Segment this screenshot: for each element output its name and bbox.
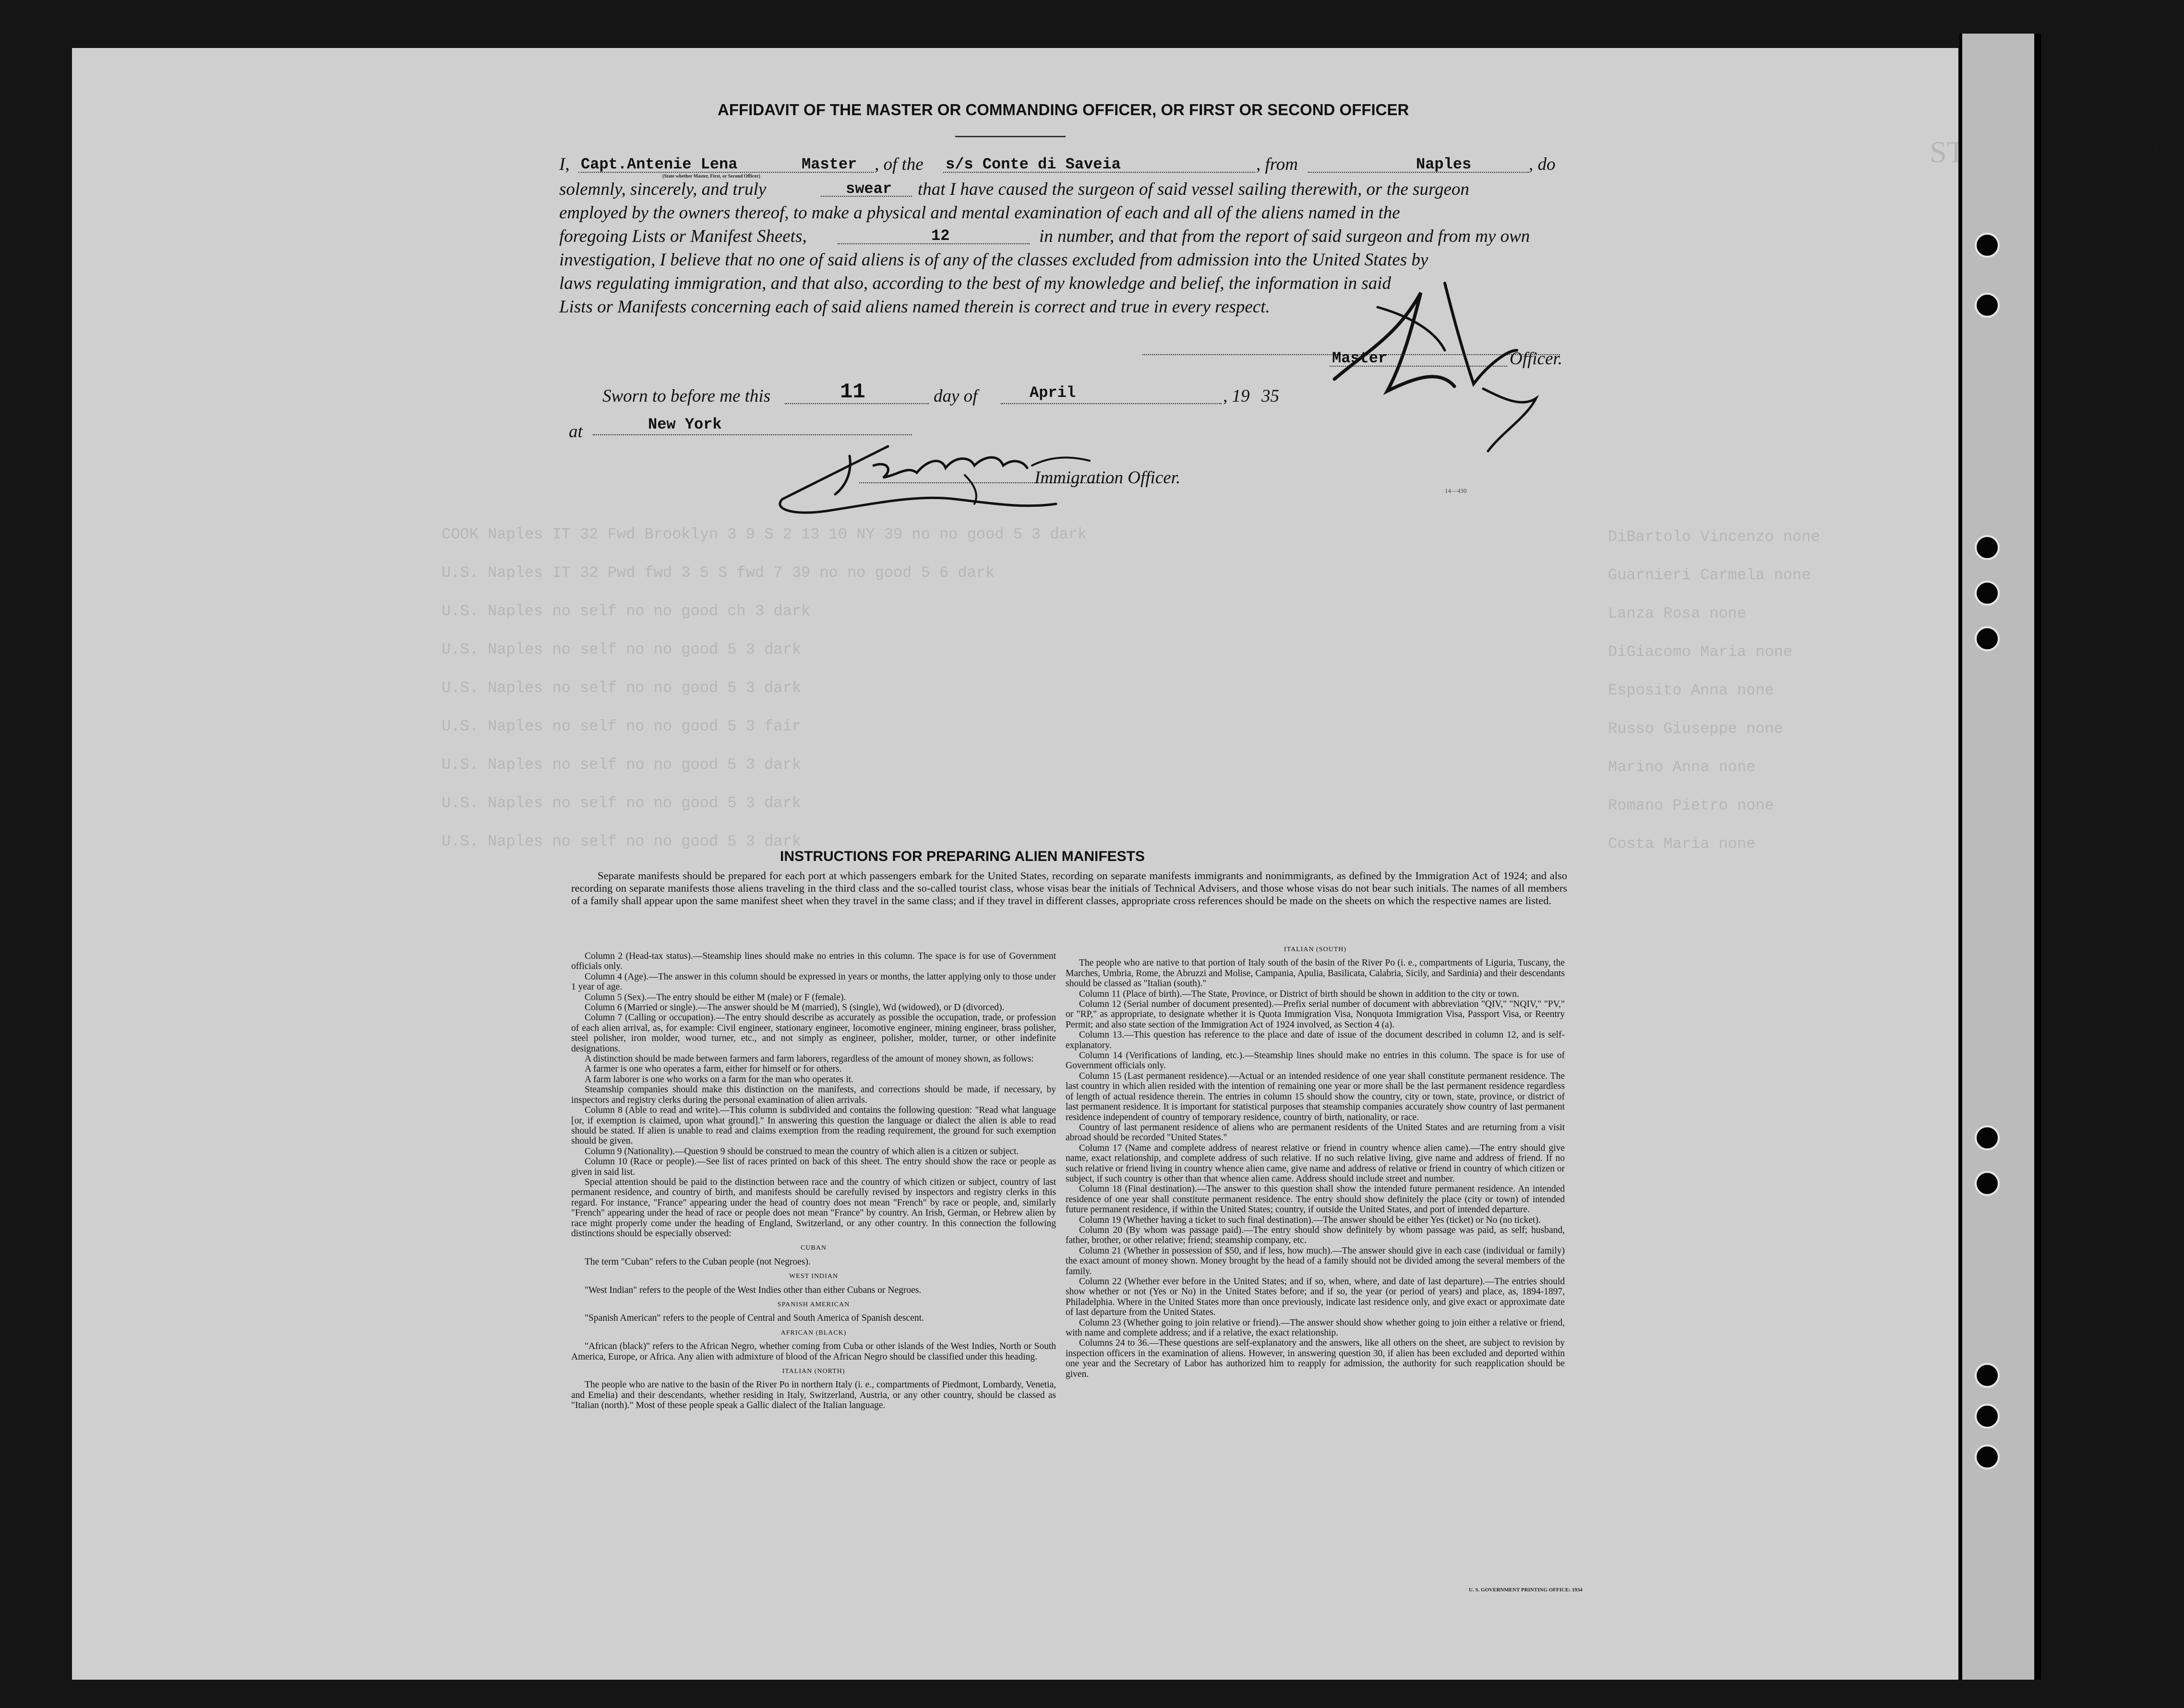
instructions-left-column — [571, 951, 1056, 1411]
printer-imprint: U. S. GOVERNMENT PRINTING OFFICE: 1934 — [1469, 1587, 1583, 1593]
instruction-paragraph: Column 2 (Head-tax status).—Steamship lines should make no entries in this column. The space is for use of Government officials only. — [571, 951, 1056, 972]
sheet-count: 12 — [931, 227, 950, 245]
affidavit-i-label: I, — [559, 155, 570, 174]
instruction-paragraph: Column 7 (Calling or occupation).—The entry should describe as accurately as possible the occupation, trade, or profession of each alien arrival, as, for example: Civil engineer, stationary engineer, locomotive engineer, mining engineer, brass polisher, steel polisher, iron molder, wood turner, etc., and not simply as engineer, polisher, molder, turner, or other indefinite designations. — [571, 1013, 1056, 1054]
sworn-place: New York — [648, 416, 722, 433]
sworn-label: Sworn to before me this — [602, 386, 771, 406]
from-text: , from — [1256, 155, 1298, 174]
heading-spanish-american: SPANISH AMERICAN — [777, 1301, 850, 1308]
affidavit-line-5: investigation, I believe that no one of said aliens is of any of the classes excluded from admission into the United States by — [559, 250, 1428, 270]
instruction-paragraph: Column 10 (Race or people).—See list of races printed on back of this sheet. The entry should show the race or people as given in said list. — [571, 1157, 1056, 1177]
punch-hole — [1975, 626, 2000, 651]
day-of-text: day of — [934, 386, 978, 406]
instruction-paragraph: Column 19 (Whether having a ticket to such final destination).—The answer should be either Yes (ticket) or No (no ticket). — [1079, 1215, 1541, 1225]
sworn-day-line — [785, 403, 929, 404]
departure-port: Naples — [1416, 155, 1472, 173]
sworn-year: 35 — [1261, 386, 1279, 406]
instruction-paragraph: Column 20 (By whom was passage paid).—The entry should show definitely by whom passage was paid, as self; husband, father, brother, or other relative; friend; steamship company, etc. — [1066, 1225, 1565, 1246]
definition-cuban: The term "Cuban" refers to the Cuban people (not Negroes). — [585, 1256, 811, 1267]
do-text: , do — [1529, 155, 1556, 174]
punch-hole — [1975, 1404, 2000, 1429]
officer-name: Capt.Antenie Lena — [581, 155, 738, 173]
form-number: 14—430 — [1445, 487, 1467, 494]
port-line — [1308, 172, 1529, 173]
affidavit-line-3: employed by the owners thereof, to make a physical and mental examination of each and all of the aliens named in the — [559, 203, 1400, 223]
punch-hole — [1975, 1363, 2000, 1388]
instruction-paragraph: Column 18 (Final destination).—The answer to this question shall show the intended future permanent residence. An intended residence of one year shall constitute permanent residence. The entry should show definitely the place (city or town) of intended future permanent residence, if within the United States; country, if outside the United States, and port of intended departure. — [1066, 1184, 1565, 1215]
at-label: at — [569, 422, 583, 442]
of-the-text: , of the — [875, 155, 924, 174]
affidavit-title: AFFIDAVIT OF THE MASTER OR COMMANDING OFFICER, OR FIRST OR SECOND OFFICER — [718, 101, 1409, 119]
instruction-paragraph: Special attention should be paid to the distinction between race and the country of which citizen or subject, country of last permanent residence, and country of birth, and manifests should be carefully revised by inspectors and registry clerks in this regard. For instance, "France" appearing under the head of country does not mean "French" by race or people, and, similarly "French" appearing under the head of race or people does not mean "France" by country. An Irish, German, or Hebrew alien by race might properly come under the heading of England, Switzerland, or any other country. In this connection the following distinctions should be especially observed: — [571, 1177, 1056, 1239]
punch-hole — [1975, 233, 2000, 258]
rank-note: (State whether Master, First, or Second Officer) — [662, 174, 760, 179]
instructions-title: INSTRUCTIONS FOR PREPARING ALIEN MANIFESTS — [780, 848, 1145, 864]
heading-west-indian: WEST INDIAN — [789, 1273, 839, 1280]
vessel-name: s/s Conte di Saveia — [946, 155, 1121, 173]
definition-african: "African (black)" refers to the African Negro, whether coming from Cuba or other islands of the West Indies, North or South America, Europe, or Africa. Any alien with admixture of blood of the African Negro should be classified under this heading. — [571, 1341, 1056, 1362]
instruction-paragraph: Column 9 (Nationality).—Question 9 should be construed to mean the country of which alien is a citizen or subject. — [585, 1146, 1019, 1157]
instruction-paragraph: A distinction should be made between farmers and farm laborers, regardless of the amount of money shown, as follows: — [585, 1054, 1034, 1064]
binding-strip — [1959, 34, 2041, 1680]
sworn-month: April — [1030, 384, 1076, 402]
punch-hole — [1975, 1445, 2000, 1469]
punch-hole — [1975, 1125, 2000, 1150]
signer-rank-line — [1330, 366, 1507, 367]
affidavit-line-4b: in number, and that from the report of said surgeon and from my own — [1039, 227, 1530, 246]
manifest-sheet — [72, 48, 2184, 1680]
vessel-line — [943, 172, 1255, 173]
instruction-paragraph: Column 14 (Verifications of landing, etc.).—Steamship lines should make no entries in this column. The space is for use of Government officials only. — [1066, 1051, 1565, 1071]
instruction-paragraph: The people who are native to that portion of Italy south of the basin of the River Po (i. e., compartments of Liguria, Tuscany, the Marches, Umbria, Rome, the Abruzzi and Molise, Campania, Apulia, Basilicata, Calabria, Sicily, and Sardinia) and their descendants should be classed as "Italian (south)." — [1066, 958, 1565, 989]
definition-west-indian: "West Indian" refers to the people of the West Indies other than either Cubans or Negroes. — [585, 1285, 922, 1295]
reverse-side-bleed-through: STATES IMMIGRA COOK Naples IT 32 Fwd Brooklyn 3 9 S 2 13 10 NY 39 no no good 5 3 dark U.S. Naples IT 32 Pwd fwd 3 5 S fwd 7 39 no no good 5 6 dark U.S. Naples no self no no good ch 3 dark U.S. Naples no self no no good 5 3 dark U.S. Naples no self no no good 5 3 dark U.S. Naples no self no no good 5 3 fair U.S. Naples no self no no good 5 3 dark U.S. Naples no self no no good 5 3 dark U.S. Naples no self no no good 5 3 dark DiBartolo Vincenzo none Guarnieri Carmela none Lanza Rosa none DiGiacomo Maria none Esposito Anna none Russo Giuseppe none Marino Anna none Romano Pietro none Costa Maria none — [442, 135, 2184, 853]
instruction-paragraph: Steamship companies should make this distinction on the manifests, and corrections should be made, if necessary, by inspectors and registry clerks during the personal examination of alien arrivals. — [571, 1085, 1056, 1105]
signer-rank: Master — [1332, 349, 1388, 367]
sworn-month-line — [1001, 403, 1222, 404]
year-prefix: , 19 — [1223, 386, 1250, 406]
instruction-paragraph: Columns 24 to 36.—These questions are self-explanatory and the answers, like all others on the sheet, are subject to revision by inspection officers in the examination of aliens. However, in answering question 30, if alien has been excluded and deported within one year and the Secretary of Labor has authorized him to reapply for admission, the authority for such reapplication should be given. — [1066, 1338, 1565, 1379]
title-divider — [955, 136, 1066, 137]
instruction-paragraph: Column 22 (Whether ever before in the United States; and if so, when, where, and date of last departure).—The entries should show whether or not (Yes or No) in the United States before; and if so, the year (or period of years) and place, as, 1894-1897, Philadelphia. Where in the United States more than once previously, indicate last residence only, and give exact or approximate date of last departure from the United States. — [1066, 1277, 1565, 1318]
oath-line — [821, 196, 912, 197]
sworn-day: 11 — [840, 380, 865, 404]
immigration-officer-label: Immigration Officer. — [1034, 468, 1181, 488]
instruction-paragraph: Column 8 (Able to read and write).—This column is subdivided and contains the following question: "Read what language [or, if exemption is claimed, upon what ground]." In answering this question the language or dialect the alien is able to read should be stated. If alien is unable to read and claims exemption from the reading requirement, the ground for such exemption should be given. — [571, 1105, 1056, 1147]
punch-hole — [1975, 535, 2000, 560]
instruction-paragraph: A farm laborer is one who works on a farm for the man who operates it. — [585, 1074, 853, 1085]
instruction-paragraph: Column 4 (Age).—The answer in this column should be expressed in years or months, the latter applying only to those under 1 year of age. — [571, 971, 1056, 992]
affidavit-line-7: Lists or Manifests concerning each of said aliens named therein is correct and true in every respect. — [559, 297, 1270, 317]
instruction-paragraph: Column 17 (Name and complete address of nearest relative or friend in country whence alien came).—The entry should give name, exact relationship, and complete address of such relative. If no such relative living, give name and address of friend. If no such relative or friend living in country whence alien came, give name and address of relative or friend in country of which citizen or subject, if such country is other than that whence alien came. Address should include street and number. — [1066, 1143, 1565, 1184]
officer-name-line — [578, 172, 874, 173]
affidavit-line-2b: that I have caused the surgeon of said vessel sailing therewith, or the surgeon — [918, 179, 1469, 199]
heading-italian-north: ITALIAN (NORTH) — [782, 1368, 845, 1375]
instruction-paragraph: Column 6 (Married or single).—The answer should be M (married), S (single), Wd (widowed), or D (divorced). — [585, 1003, 1005, 1013]
instruction-paragraph: Column 11 (Place of birth).—The State, Province, or District of birth should be shown in addition to the city or town. — [1079, 989, 1519, 999]
instruction-paragraph: Column 5 (Sex).—The entry should be either M (male) or F (female). — [585, 992, 846, 1003]
officer-rank: Master — [802, 155, 857, 173]
instruction-paragraph: Column 15 (Last permanent residence).—Actual or an intended residence of one year shall constitute permanent residence. The last country in which alien resided with the intention of remaining one year or more shall be the last permanent residence regardless of length of actual residence therein. The entries in column 15 should show the country, city or town, state, province, or district of last permanent residence. It is important for statistical purposes that steamship companies accurately show country of last permanent residence independent of country of temporary residence, country of birth, nationality, or race. — [1066, 1071, 1565, 1123]
definition-italian-north: The people who are native to the basin of the River Po in northern Italy (i. e., compartments of Piedmont, Lombardy, Venetia, and Emelia) and their descendants, whether residing in Italy, Switzerland, Austria, or any other country, should be classed as "Italian (north)." Most of these people speak a Gallic dialect of the Italian language. — [571, 1380, 1056, 1411]
instructions-intro: Separate manifests should be prepared for each port at which passengers embark for the United States, recording on separate manifests immigrants and nonimmigrants, as defined by the Immigration Act of 1924; and also recording on separate manifests those aliens traveling in the third class and the so-called tourist class, whose visas bear the initials of Technical Advisers, and those whose visas do not bear such initials. The names of all members of a family shall appear upon the same manifest sheet when they travel in the same class; and if they travel in different classes, appropriate cross references should be made on the sheets on which the respective names are listed. — [571, 870, 1567, 907]
oath-word: swear — [846, 180, 892, 198]
punch-hole — [1975, 293, 2000, 318]
sheet-count-line — [838, 243, 1030, 244]
definition-spanish-american: "Spanish American" refers to the people of Central and South America of Spanish descent. — [585, 1313, 924, 1324]
instruction-paragraph: Country of last permanent residence of aliens who are permanent residents of the United States and are returning from a visit abroad should be recorded "United States." — [1066, 1122, 1565, 1143]
instruction-paragraph: Column 21 (Whether in possession of $50, and if less, how much).—The answer should give in each case (individual or family) the exact amount of money shown. Money brought by the head of a family should not be divided among the several members of the family. — [1066, 1245, 1565, 1277]
officer-suffix: Officer. — [1510, 349, 1562, 369]
punch-hole — [1975, 1171, 2000, 1196]
heading-italian-south: ITALIAN (SOUTH) — [1284, 946, 1347, 953]
punch-hole — [1975, 581, 2000, 606]
affidavit-line-6: laws regulating immigration, and that also, according to the best of my knowledge and belief, the information in said — [559, 274, 1392, 293]
instruction-paragraph: Column 23 (Whether going to join relative or friend).—The answer should show whether going to join either a relative or friend, with name and complete address; and if a relative, the exact relationship. — [1066, 1317, 1565, 1338]
affidavit-line-2a: solemnly, sincerely, and truly — [559, 179, 767, 199]
affidavit-line-4a: foregoing Lists or Manifest Sheets, — [559, 227, 807, 246]
heading-african: AFRICAN (BLACK) — [780, 1329, 847, 1337]
heading-cuban: CUBAN — [800, 1244, 827, 1252]
instruction-paragraph: A farmer is one who operates a farm, either for himself or for others. — [585, 1064, 842, 1075]
instruction-paragraph: Column 13.—This question has reference to the place and date of issue of the document described in column 12, and is self-explanatory. — [1066, 1030, 1565, 1051]
instructions-right-column — [1066, 944, 1565, 1379]
instruction-paragraph: Column 12 (Serial number of document presented).—Prefix serial number of document with abbreviation "QIV," "NQIV," "PV," or "RP," as appropriate, to designate whether it is Quota Immigration Visa, Nonquota Immigration Visa, Passport Visa, or Reentry Permit; and also state section of the Immigration Act of 1924 involved, as Section 4 (a). — [1066, 999, 1565, 1030]
